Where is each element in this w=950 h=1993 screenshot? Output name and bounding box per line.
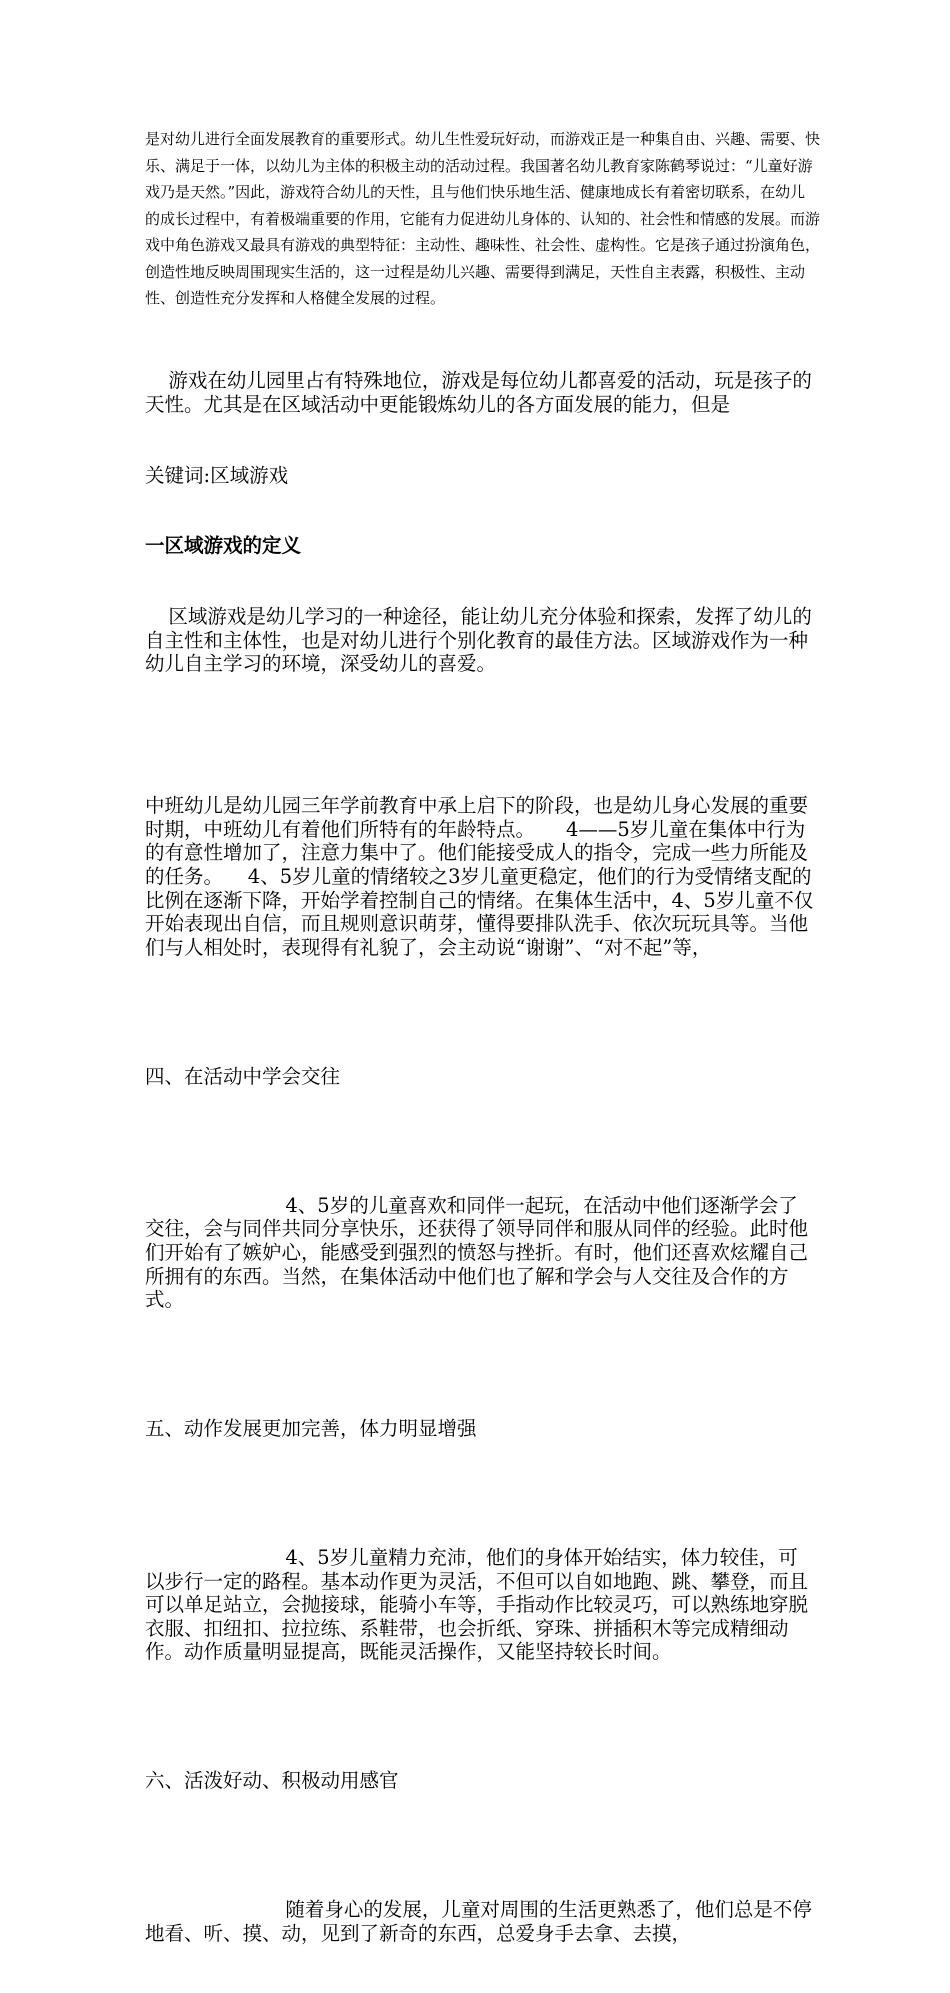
- heading-section-4: 四、在活动中学会交往: [145, 1064, 341, 1088]
- paragraph-middle-class: 中班幼儿是幼儿园三年学前教育中承上启下的阶段，也是幼儿身心发展的重要时期，中班幼儿有着他们所特有的年龄特点。 4——5岁儿童在集体中行为的有意性增加了，注意力集中了。他们能接受成人的指令，完成一些力所能及的任务。 4、5岁儿童的情绪较之3岁儿童更稳定，他们的行为受情绪支配的比例在逐渐下降，开始学着控制自己的情绪。在集体生活中，4、5岁儿童不仅开始表现出自信，而且规则意识萌芽，懂得要排队洗手、依次玩玩具等。当他们与人相处时，表现得有礼貌了，会主动说“谢谢”、“对不起”等，: [145, 794, 814, 959]
- blank-gap: [145, 1711, 817, 1722]
- blank-gap: [145, 1359, 817, 1370]
- blank-gap: [145, 723, 817, 747]
- paragraph-section-5: 4、5岁儿童精力充沛，他们的身体开始结实，体力较佳，可以步行一定的路程。基本动作更为灵活，不但可以自如地跑、跳、攀登，而且可以单足站立，会抛接球，能骑小车等，手指动作比较灵巧，可以熟练地穿脱衣服、扣纽扣、拉拉练、系鞋带，也会折纸、穿珠、拼插积木等完成精细动作。动作质量明显提高，既能灵活操作，又能坚持较长时间。: [145, 1546, 809, 1664]
- paragraph-definition: 区域游戏是幼儿学习的一种途径，能让幼儿充分体验和探索，发挥了幼儿的自主性和主体性，也是对幼儿进行个别化教育的最佳方法。区域游戏作为一种幼儿自主学习的环境，深受幼儿的喜爱。: [145, 605, 812, 676]
- heading-section-6: 六、活泼好动、积极动用感官: [145, 1769, 399, 1793]
- intro-paragraph: 是对幼儿进行全面发展教育的重要形式。幼儿生性爱玩好动，而游戏正是一种集自由、兴趣、需要、快乐、满足于一体，以幼儿为主体的积极主动的活动过程。我国著名幼儿教育家陈鹤琴说过：“儿童好游戏乃是天然。”因此，游戏符合幼儿的天性，且与他们快乐地生活、健康地成长有着密切联系，在幼儿的成长过程中，有着极端重要的作用，它能有力促进幼儿身体的、认知的、社会性和情感的发展。而游戏中角色游戏又最具有游戏的典型特征：主动性、趣味性、社会性、虚构性。它是孩子通过扮演角色，创造性地反映周围现实生活的，这一过程是幼儿兴趣、需要得到满足，天性自主表露，积极性、主动性、创造性充分发挥和人格健全发展的过程。: [145, 130, 821, 307]
- blank-gap: [145, 1007, 817, 1018]
- blank-gap: [145, 1840, 817, 1851]
- blank-gap: [145, 1136, 817, 1147]
- paragraph-section-6: 随着身心的发展，儿童对周围的生活更熟悉了，他们总是不停地看、听、摸、动，见到了新奇的东西，总爱身手去拿、去摸，: [145, 1898, 812, 1945]
- blank-gap: [145, 1488, 817, 1499]
- paragraph-section-4: 4、5岁的儿童喜欢和同伴一起玩，在活动中他们逐渐学会了交往，会与同伴共同分享快乐，还获得了领导同伴和服从同伴的经验。此时他们开始有了嫉妒心，能感受到强烈的愤怒与挫折。有时，他们还喜欢炫耀自己所拥有的东西。当然，在集体活动中他们也了解和学会与人交往及合作的方式。: [145, 1193, 809, 1312]
- paragraph-play: 游戏在幼儿园里占有特殊地位，游戏是每位幼儿都喜爱的活动，玩是孩子的天性。尤其是在区域活动中更能锻炼幼儿的各方面发展的能力，但是: [145, 369, 812, 416]
- keywords-line: 关键词:区域游戏: [145, 463, 289, 487]
- heading-section-5: 五、动作发展更加完善，体力明显增强: [145, 1417, 477, 1441]
- heading-definition: 一区域游戏的定义: [145, 534, 302, 558]
- document-body: [145, 322, 817, 1993]
